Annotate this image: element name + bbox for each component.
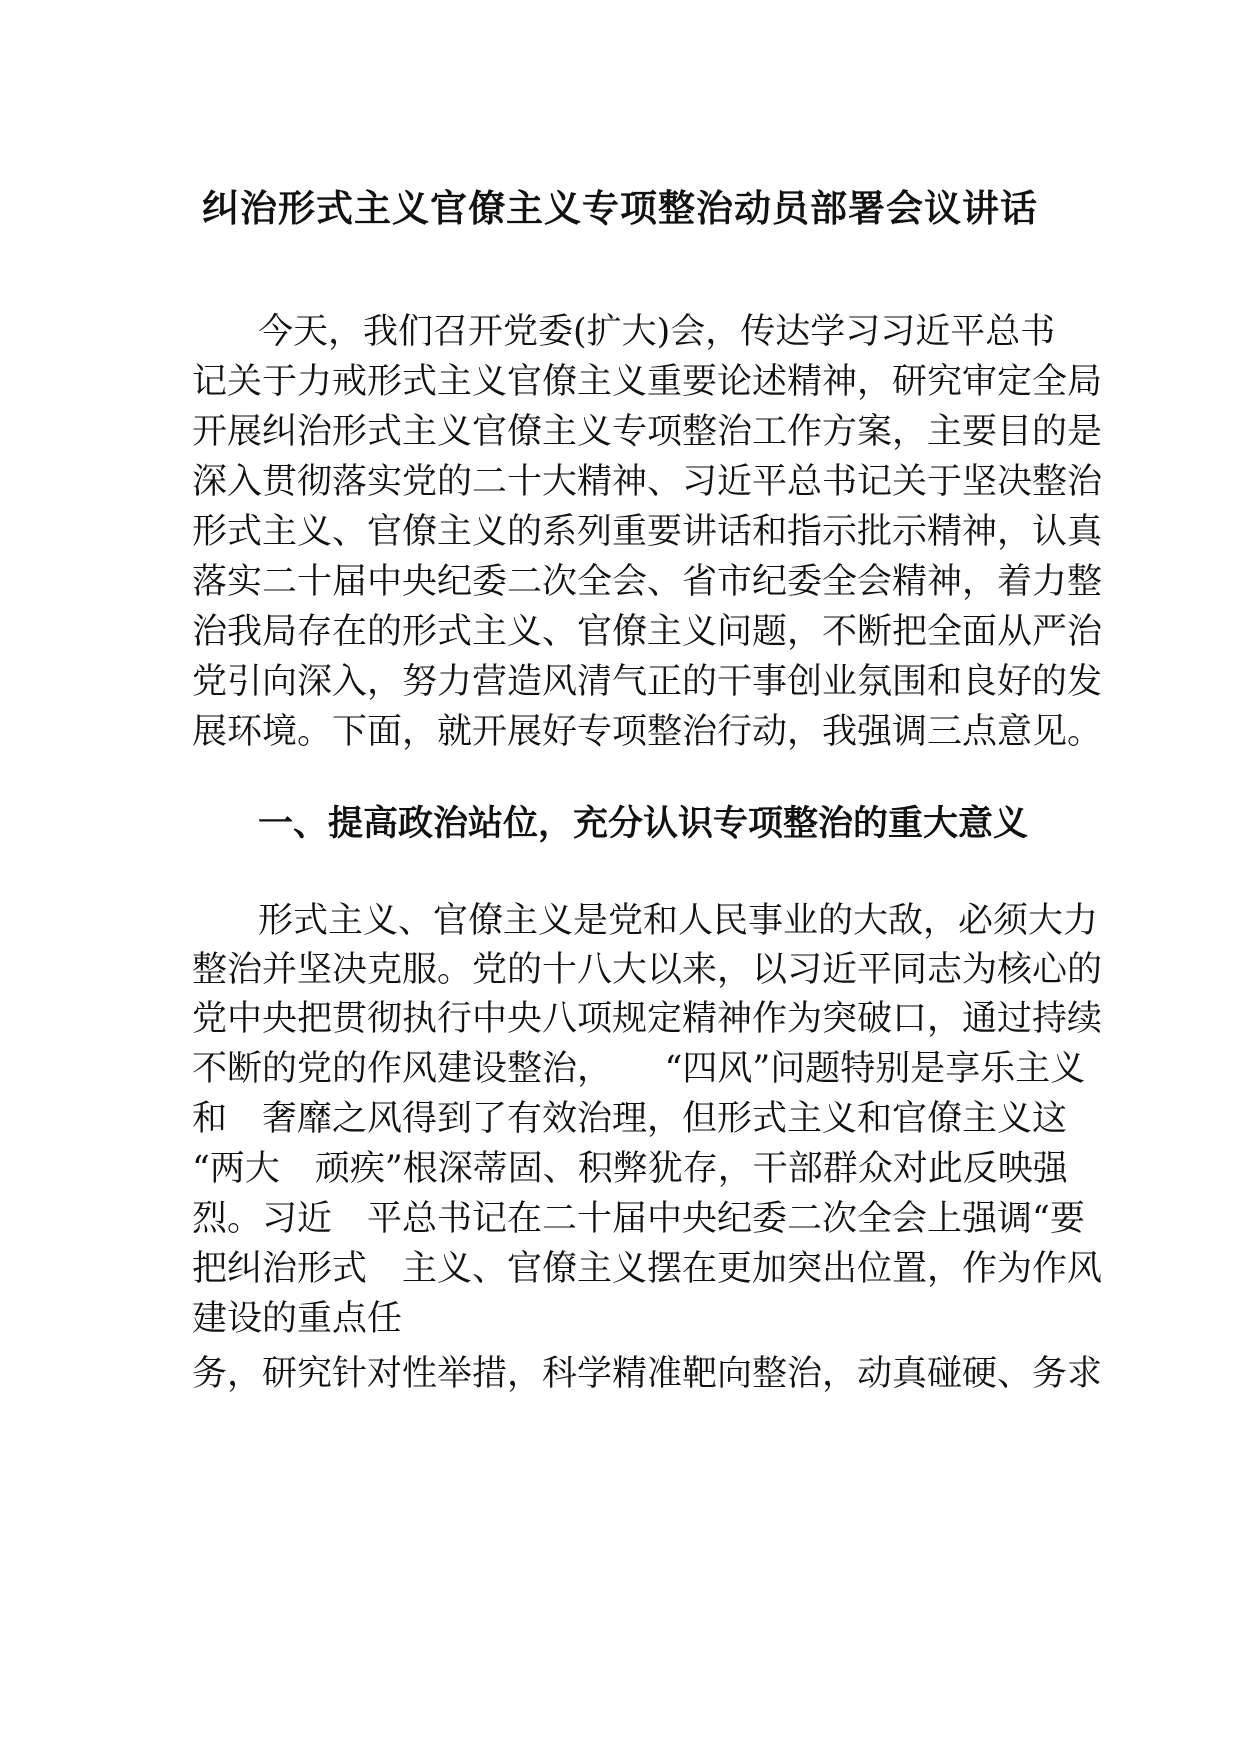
paragraph-line: 和 奢靡之风得到了有效治理，但形式主义和官僚主义这 <box>192 1099 1068 1139</box>
paragraph-line: 形式主义、官僚主义的系列重要讲话和指示批示精神，认真 <box>192 512 1103 552</box>
paragraph-line: 党引向深入，努力营造风清气正的干事创业氛围和良好的发 <box>192 662 1103 702</box>
paragraph-line: 记关于力戒形式主义官僚主义重要论述精神，研究审定全局 <box>192 362 1103 402</box>
paragraph-line: 展环境。下面，就开展好专项整治行动，我强调三点意见。 <box>192 712 1103 752</box>
section-heading: 一、提高政治站位，充分认识专项整治的重大意义 <box>258 803 1029 844</box>
paragraph-line: 烈。习近 平总书记在二十届中央纪委二次全会上强调“要 <box>192 1199 1085 1239</box>
paragraph-line: 落实二十届中央纪委二次全会、省市纪委全会精神，着力整 <box>192 562 1103 602</box>
paragraph-line: 整治并坚决克服。党的十八大以来，以习近平同志为核心的 <box>192 950 1103 990</box>
paragraph-line: 建设的重点任 <box>192 1299 403 1339</box>
paragraph-line: 开展纠治形式主义官僚主义专项整治工作方案，主要目的是 <box>192 412 1103 452</box>
paragraph-line: 党中央把贯彻执行中央八项规定精神作为突破口，通过持续 <box>192 999 1103 1039</box>
paragraph-line: 不断的党的作风建设整治， “四风”问题特别是享乐主义 <box>192 1049 1086 1089</box>
paragraph-line: 治我局存在的形式主义、官僚主义问题，不断把全面从严治 <box>192 612 1103 652</box>
paragraph-line: 务，研究针对性举措，科学精准靶向整治，动真碰硬、务求 <box>192 1354 1103 1394</box>
paragraph-line: 深入贯彻落实党的二十大精神、习近平总书记关于坚决整治 <box>192 462 1103 502</box>
paragraph-line: 今天，我们召开党委(扩大)会，传达学习习近平总书 <box>258 312 1056 352</box>
paragraph-line: 把纠治形式 主义、官僚主义摆在更加突出位置，作为作风 <box>192 1249 1103 1289</box>
document-title: 纠治形式主义官僚主义专项整治动员部署会议讲话 <box>202 186 1038 230</box>
paragraph-line: 形式主义、官僚主义是党和人民事业的大敌，必须大力 <box>258 901 1099 941</box>
paragraph-line: “两大 顽疾”根深蒂固、积弊犹存，干部群众对此反映强 <box>192 1149 1068 1189</box>
